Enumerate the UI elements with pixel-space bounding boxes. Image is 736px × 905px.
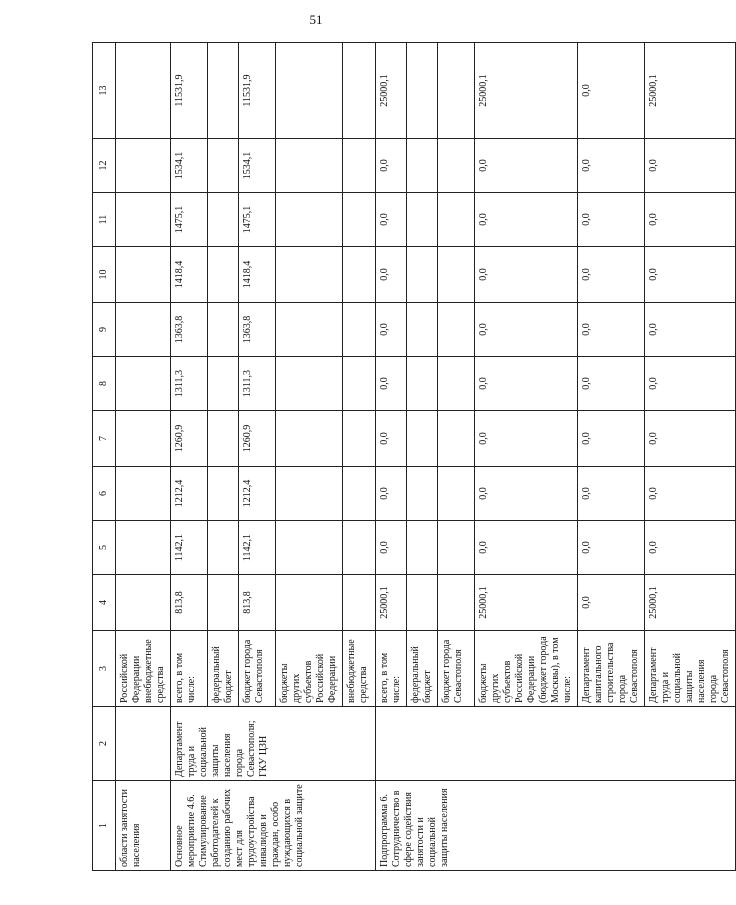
source-cell: всего, в том числе: — [171, 631, 208, 707]
value-cell — [407, 139, 438, 193]
source-cell: Департамент труда и социальной защиты населения города Севастополя — [645, 631, 736, 707]
value-cell: 0,0 — [645, 521, 736, 575]
measure-name-cell: Основное мероприятие 4.6. Стимулирование работодателей к созданию рабочих мест для трудоустройства инвалидов и граждан, особо нуждающихся в социальной защите — [171, 781, 376, 871]
value-cell — [208, 575, 239, 631]
value-cell: 0,0 — [475, 357, 578, 411]
value-cell — [276, 303, 343, 357]
value-cell: 0,0 — [376, 303, 407, 357]
value-cell — [438, 467, 475, 521]
value-cell: 1212,4 — [171, 467, 208, 521]
value-cell — [208, 357, 239, 411]
value-cell: 0,0 — [475, 467, 578, 521]
table-cell — [116, 521, 171, 575]
header-cell: 8 — [93, 357, 116, 411]
source-cell: бюджеты других субъектов Российской Федерации — [276, 631, 343, 707]
table-cell — [116, 357, 171, 411]
value-cell — [208, 521, 239, 575]
table-cell — [116, 139, 171, 193]
value-cell — [276, 575, 343, 631]
page-number: 51 — [309, 12, 323, 27]
source-cell: федеральный бюджет — [407, 631, 438, 707]
value-cell: 0,0 — [578, 43, 645, 139]
value-cell: 1363,8 — [239, 303, 276, 357]
value-cell: 0,0 — [645, 357, 736, 411]
value-cell — [407, 467, 438, 521]
value-cell: 0,0 — [376, 411, 407, 467]
value-cell: 0,0 — [645, 247, 736, 303]
value-cell: 0,0 — [578, 303, 645, 357]
table-cell — [116, 707, 171, 781]
value-cell — [438, 521, 475, 575]
value-cell: 0,0 — [376, 357, 407, 411]
value-cell — [208, 139, 239, 193]
value-cell — [208, 193, 239, 247]
source-cell: Российской Федерации внебюджетные средства — [116, 631, 171, 707]
value-cell — [276, 193, 343, 247]
value-cell — [438, 411, 475, 467]
value-cell: 0,0 — [376, 193, 407, 247]
source-cell: внебюджетные средства — [343, 631, 376, 707]
value-cell: 1534,1 — [171, 139, 208, 193]
table-cell — [116, 303, 171, 357]
value-cell — [276, 139, 343, 193]
value-cell — [438, 575, 475, 631]
value-cell: 0,0 — [645, 467, 736, 521]
continued-name-cell: области занятости населения — [116, 781, 171, 871]
value-cell — [343, 467, 376, 521]
table-row — [171, 43, 208, 871]
value-cell: 0,0 — [376, 139, 407, 193]
source-cell: всего, в том числе: — [376, 631, 407, 707]
value-cell: 25000,1 — [645, 575, 736, 631]
value-cell — [438, 139, 475, 193]
value-cell: 0,0 — [376, 247, 407, 303]
value-cell — [343, 521, 376, 575]
value-cell: 0,0 — [645, 303, 736, 357]
value-cell — [208, 411, 239, 467]
value-cell: 0,0 — [475, 193, 578, 247]
value-cell: 1260,9 — [171, 411, 208, 467]
value-cell: 1363,8 — [171, 303, 208, 357]
value-cell — [276, 43, 343, 139]
value-cell — [407, 575, 438, 631]
value-cell — [343, 411, 376, 467]
header-cell: 5 — [93, 521, 116, 575]
value-cell: 1311,3 — [171, 357, 208, 411]
funding-table — [92, 42, 736, 871]
table-row — [116, 43, 171, 871]
value-cell — [407, 357, 438, 411]
value-cell — [276, 467, 343, 521]
value-cell: 0,0 — [578, 139, 645, 193]
value-cell: 0,0 — [475, 247, 578, 303]
source-cell: Департамент капитального строительства города Севастополя — [578, 631, 645, 707]
header-cell: 11 — [93, 193, 116, 247]
header-cell: 12 — [93, 139, 116, 193]
source-cell: бюджет города Севастополя — [239, 631, 276, 707]
subprogram-name-cell: Подпрограмма 6. Сотрудничество в сфере содействия занятости и социальной защиты населения — [376, 781, 736, 871]
value-cell: 1475,1 — [239, 193, 276, 247]
value-cell — [208, 43, 239, 139]
value-cell — [276, 411, 343, 467]
value-cell: 0,0 — [376, 467, 407, 521]
header-cell: 4 — [93, 575, 116, 631]
header-cell: 3 — [93, 631, 116, 707]
header-row — [93, 43, 116, 871]
table-cell — [116, 193, 171, 247]
value-cell — [343, 303, 376, 357]
value-cell: 0,0 — [475, 521, 578, 575]
value-cell: 0,0 — [645, 411, 736, 467]
value-cell: 1418,4 — [171, 247, 208, 303]
value-cell: 0,0 — [578, 247, 645, 303]
value-cell: 1534,1 — [239, 139, 276, 193]
value-cell — [438, 357, 475, 411]
value-cell — [276, 521, 343, 575]
value-cell — [407, 303, 438, 357]
value-cell — [407, 43, 438, 139]
value-cell — [438, 247, 475, 303]
source-cell: федеральный бюджет — [208, 631, 239, 707]
value-cell: 0,0 — [578, 193, 645, 247]
value-cell: 1475,1 — [171, 193, 208, 247]
header-cell: 9 — [93, 303, 116, 357]
value-cell: 1260,9 — [239, 411, 276, 467]
value-cell — [343, 357, 376, 411]
table-cell — [116, 411, 171, 467]
value-cell — [343, 575, 376, 631]
value-cell — [208, 247, 239, 303]
value-cell — [343, 43, 376, 139]
value-cell: 0,0 — [578, 575, 645, 631]
value-cell: 0,0 — [578, 357, 645, 411]
table-cell — [116, 247, 171, 303]
header-cell: 7 — [93, 411, 116, 467]
header-cell: 1 — [93, 781, 116, 871]
value-cell — [343, 193, 376, 247]
value-cell: 25000,1 — [475, 575, 578, 631]
value-cell: 813,8 — [239, 575, 276, 631]
table-cell — [116, 575, 171, 631]
header-cell: 6 — [93, 467, 116, 521]
value-cell — [438, 193, 475, 247]
source-cell: бюджеты других субъектов Российской Федерации (бюджет города Москвы), в том числе: — [475, 631, 578, 707]
value-cell: 11531,9 — [171, 43, 208, 139]
value-cell: 1142,1 — [171, 521, 208, 575]
executor-cell — [376, 707, 736, 781]
value-cell — [407, 193, 438, 247]
header-cell: 13 — [93, 43, 116, 139]
value-cell — [438, 43, 475, 139]
value-cell — [407, 411, 438, 467]
value-cell: 0,0 — [376, 521, 407, 575]
value-cell — [343, 247, 376, 303]
value-cell — [407, 521, 438, 575]
value-cell: 1142,1 — [239, 521, 276, 575]
value-cell — [407, 247, 438, 303]
value-cell: 25000,1 — [376, 43, 407, 139]
value-cell: 1418,4 — [239, 247, 276, 303]
value-cell: 11531,9 — [239, 43, 276, 139]
header-cell: 2 — [93, 707, 116, 781]
value-cell: 0,0 — [578, 467, 645, 521]
value-cell: 0,0 — [578, 521, 645, 575]
value-cell — [438, 303, 475, 357]
value-cell: 0,0 — [645, 139, 736, 193]
source-cell: бюджет города Севастополя — [438, 631, 475, 707]
value-cell: 0,0 — [578, 411, 645, 467]
value-cell — [276, 357, 343, 411]
value-cell: 25000,1 — [645, 43, 736, 139]
value-cell: 1212,4 — [239, 467, 276, 521]
executor-cell: Департамент труда и социальной защиты населения города Севастополя; ГКУ ЦЗН — [171, 707, 376, 781]
rotated-table-container — [92, 43, 731, 871]
value-cell: 0,0 — [645, 193, 736, 247]
value-cell — [343, 139, 376, 193]
value-cell: 0,0 — [475, 139, 578, 193]
value-cell — [276, 247, 343, 303]
value-cell: 0,0 — [475, 411, 578, 467]
value-cell: 0,0 — [475, 303, 578, 357]
value-cell: 25000,1 — [376, 575, 407, 631]
value-cell: 813,8 — [171, 575, 208, 631]
table-cell — [116, 43, 171, 139]
value-cell: 25000,1 — [475, 43, 578, 139]
value-cell — [208, 303, 239, 357]
value-cell: 1311,3 — [239, 357, 276, 411]
table-row — [376, 43, 407, 871]
header-cell: 10 — [93, 247, 116, 303]
table-cell — [116, 467, 171, 521]
value-cell — [208, 467, 239, 521]
